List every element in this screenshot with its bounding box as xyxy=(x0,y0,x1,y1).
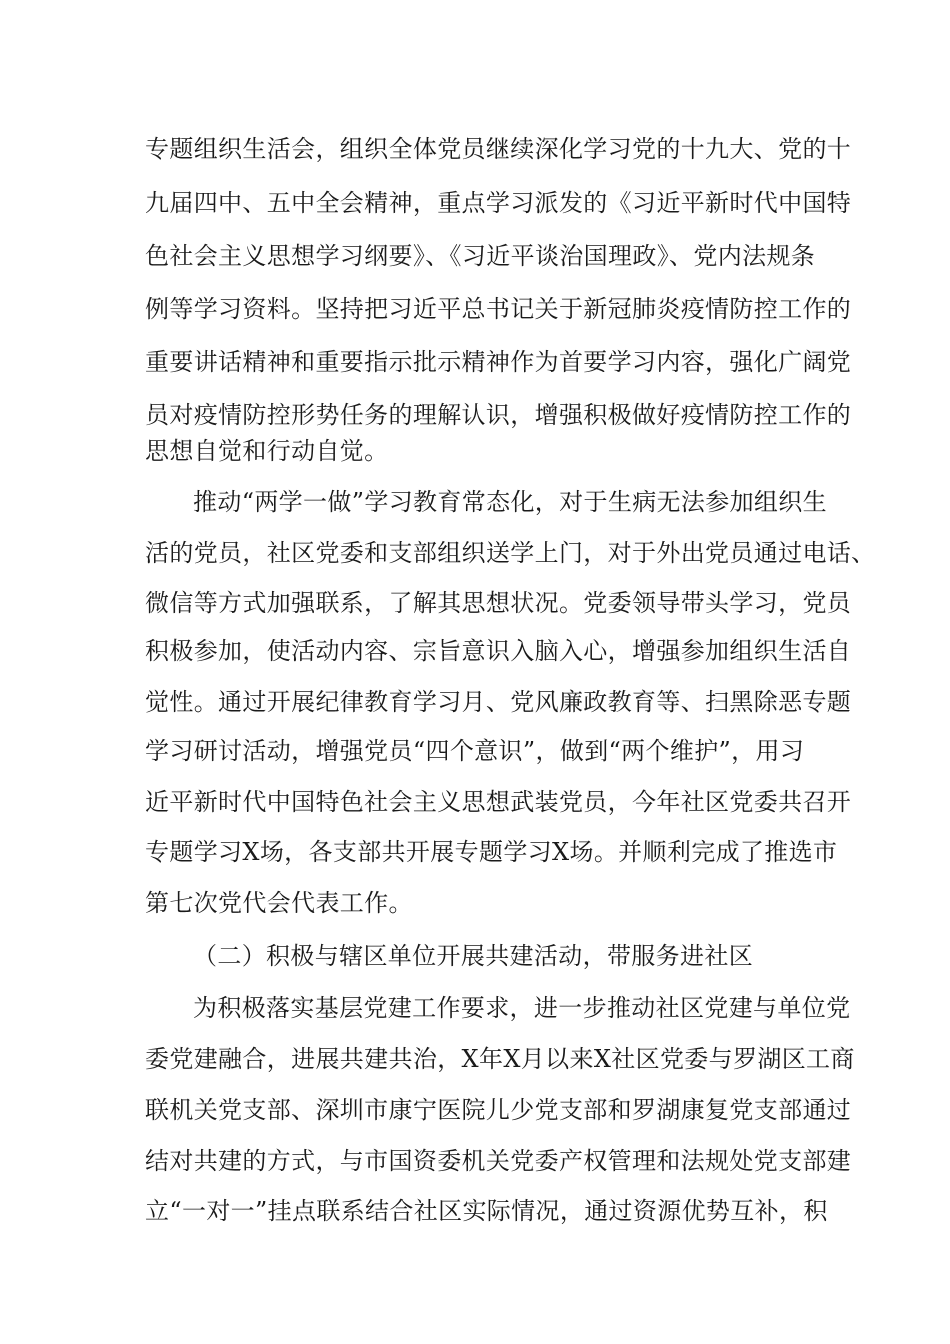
paragraph-3-line-2: 委党建融合，进展共建共治，X年X月以来X社区党委与罗湖区工商 xyxy=(145,1045,855,1073)
paragraph-1-line-3: 色社会主义思想学习纲要》、《习近平谈治国理政》、党内法规条 xyxy=(145,242,816,270)
paragraph-1-line-1: 专题组织生活会，组织全体党员继续深化学习党的十九大、党的十 xyxy=(145,135,852,163)
paragraph-2-line-3: 微信等方式加强联系，了解其思想状况。党委领导带头学习，党员 xyxy=(145,589,852,617)
paragraph-1-line-6: 员对疫情防控形势任务的理解认识，增强积极做好疫情防控工作的 xyxy=(145,401,852,429)
paragraph-2-line-4: 积极参加，使活动内容、宗旨意识入脑入心，增强参加组织生活自 xyxy=(145,637,852,665)
paragraph-2-line-9: 第七次党代会代表工作。 xyxy=(145,889,413,917)
paragraph-2-line-8: 专题学习X场，各支部共开展专题学习X场。并顺利完成了推选市 xyxy=(145,838,838,866)
paragraph-2-line-7: 近平新时代中国特色社会主义思想武装党员，今年社区党委共召开 xyxy=(145,788,852,816)
paragraph-3-line-4: 结对共建的方式，与市国资委机关党委产权管理和法规处党支部建 xyxy=(145,1147,852,1175)
paragraph-2-line-5: 觉性。通过开展纪律教育学习月、党风廉政教育等、扫黑除恶专题 xyxy=(145,688,852,716)
paragraph-3-line-3: 联机关党支部、深圳市康宁医院儿少党支部和罗湖康复党支部通过 xyxy=(145,1096,852,1124)
paragraph-3-line-1: 为积极落实基层党建工作要求，进一步推动社区党建与单位党 xyxy=(193,994,851,1022)
paragraph-1-line-2: 九届四中、五中全会精神，重点学习派发的《习近平新时代中国特 xyxy=(145,189,852,217)
paragraph-1-line-5: 重要讲话精神和重要指示批示精神作为首要学习内容，强化广阔党 xyxy=(145,348,852,376)
paragraph-2-line-6: 学习研讨活动，增强党员“四个意识”，做到“两个维护”，用习 xyxy=(145,737,805,765)
paragraph-1-line-4: 例等学习资料。坚持把习近平总书记关于新冠肺炎疫情防控工作的 xyxy=(145,295,852,323)
paragraph-1-line-7: 思想自觉和行动自觉。 xyxy=(145,437,389,465)
paragraph-3-line-5: 立“一对一”挂点联系结合社区实际情况，通过资源优势互补，积 xyxy=(145,1197,828,1225)
section-heading: （二）积极与辖区单位开展共建活动，带服务进社区 xyxy=(193,942,754,970)
paragraph-2-line-2: 活的党员，社区党委和支部组织送学上门，对于外出党员通过电话、 xyxy=(145,539,876,567)
paragraph-2-line-1: 推动“两学一做”学习教育常态化，对于生病无法参加组织生 xyxy=(193,488,827,516)
